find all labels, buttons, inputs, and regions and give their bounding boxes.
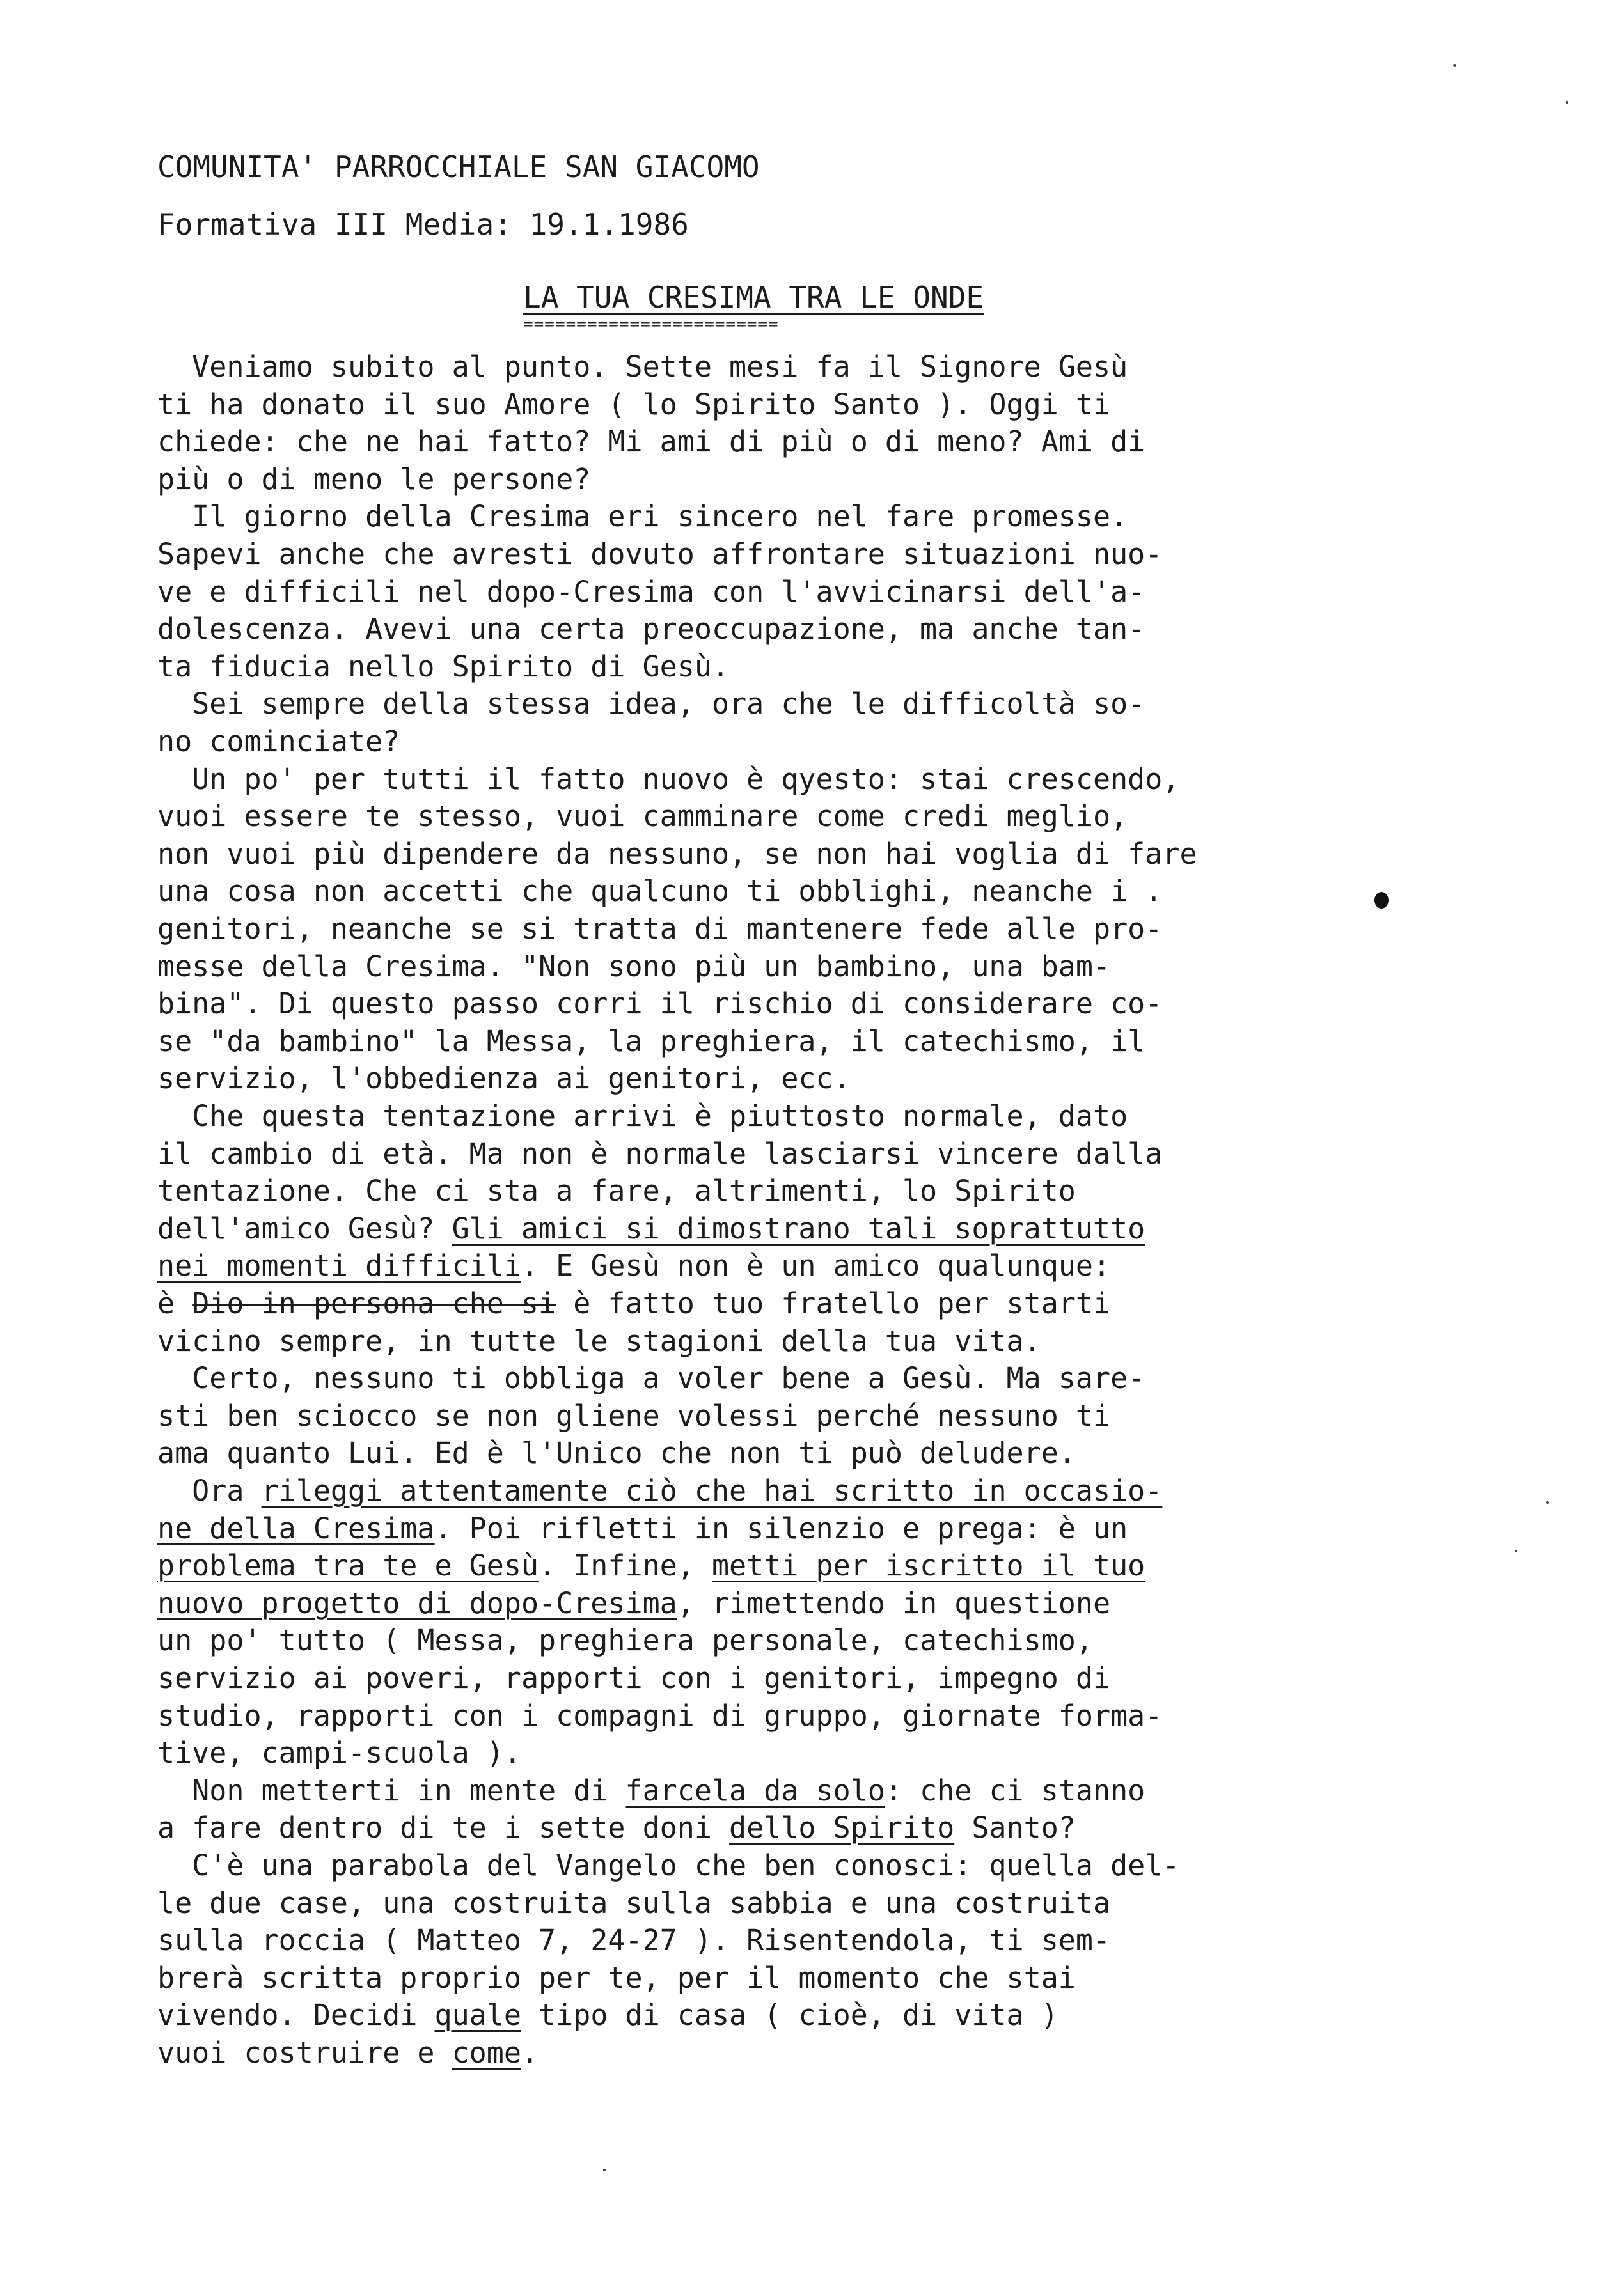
ink-dot-mark <box>1374 892 1389 909</box>
text-line <box>157 536 1162 573</box>
title-double-rule: ======================== <box>523 315 779 334</box>
text-segment: Non metterti in mente di <box>157 1774 626 1808</box>
text-line <box>157 1023 1145 1060</box>
underlined-text: Gli amici si dimostrano tali soprattutto <box>452 1212 1145 1246</box>
text-segment: , rimettendo in questione <box>677 1586 1111 1620</box>
text-line <box>157 1247 1110 1285</box>
text-segment: tive, campi-scuola ). <box>157 1736 521 1770</box>
text-segment: Ora <box>157 1474 262 1508</box>
text-segment: Certo, nessuno ti obbliga a voler bene a Gesù. Ma sare- <box>157 1361 1145 1395</box>
text-segment: Veniamo subito al punto. Sette mesi fa il Signore Gesù <box>157 350 1128 384</box>
text-segment: . E Gesù non è un amico qualunque: <box>521 1249 1111 1283</box>
text-segment: Che questa tentazione arrivi è piuttosto normale, dato <box>157 1099 1128 1133</box>
text-segment: chiede: che ne hai fatto? Mi ami di più o di meno? Ami di <box>157 425 1145 458</box>
underlined-text: metti per iscritto il tuo <box>711 1549 1145 1582</box>
text-segment: dolescenza. Avevi una certa preoccupazione, ma anche tan- <box>157 612 1145 646</box>
text-segment: è fatto tuo fratello per starti <box>556 1286 1111 1320</box>
text-line <box>157 2034 539 2072</box>
title-block <box>523 279 984 332</box>
text-segment: sulla roccia ( Matteo 7, 24-27 ). Risentendola, ti sem- <box>157 1923 1111 1957</box>
text-segment: vuoi essere te stesso, vuoi camminare come credi meglio, <box>157 799 1128 833</box>
text-line <box>157 1398 1110 1435</box>
text-segment: tentazione. Che ci sta a fare, altrimenti, lo Spirito <box>157 1174 1076 1208</box>
text-segment: le due case, una costruita sulla sabbia e una costruita <box>157 1886 1111 1920</box>
text-segment: studio, rapporti con i compagni di gruppo, giornate forma- <box>157 1699 1163 1733</box>
text-line <box>157 1435 1076 1472</box>
text-line <box>157 348 1128 386</box>
text-segment: è <box>157 1286 193 1320</box>
text-line <box>157 873 1162 910</box>
text-line <box>157 386 1110 423</box>
underlined-text: rileggi attentamente ciò che hai scritto in occasio- <box>261 1474 1163 1508</box>
underlined-text: nuovo progetto di dopo-Cresima <box>157 1586 677 1620</box>
text-segment: sti ben sciocco se non gliene volessi perché nessuno ti <box>157 1399 1111 1433</box>
text-line <box>157 1772 1145 1809</box>
text-segment: Santo? <box>954 1811 1076 1845</box>
underlined-text: dello Spirito <box>729 1811 955 1845</box>
text-segment: C'è una parabola del Vangelo che ben conosci: quella del- <box>157 1848 1180 1882</box>
text-line <box>157 1472 1162 1510</box>
underlined-text: farcela da solo <box>625 1774 885 1808</box>
text-segment: tipo di casa ( cioè, di vita ) <box>521 1998 1058 2032</box>
text-segment: genitori, neanche se si tratta di mantenere fede alle pro- <box>157 912 1163 946</box>
text-line <box>157 910 1162 948</box>
text-line <box>157 836 1197 873</box>
text-segment: servizio, l'obbedienza ai genitori, ecc. <box>157 1061 851 1095</box>
struck-text: Dio in persona che si <box>192 1286 556 1320</box>
underlined-text: nei momenti d <box>157 1249 383 1283</box>
underlined-text: ifficili <box>382 1249 521 1283</box>
text-line <box>157 985 1162 1022</box>
community-header: COMUNITA' PARROCCHIALE SAN GIACOMO <box>157 150 760 184</box>
text-segment: un po' tutto ( Messa, preghiera personale, catechismo, <box>157 1623 1093 1657</box>
text-segment: : che ci stanno <box>885 1774 1145 1808</box>
page-title: LA TUA CRESIMA TRA LE ONDE <box>523 280 984 315</box>
text-segment: dell'amico Gesù? <box>157 1212 452 1246</box>
text-line <box>157 1060 851 1097</box>
text-line <box>157 1360 1145 1397</box>
text-segment: ama quanto Lui. Ed è l'Unico che non ti può deludere. <box>157 1436 1076 1470</box>
text-line <box>157 1922 1110 1959</box>
text-segment: a fare dentro di te i sette doni <box>157 1811 730 1845</box>
text-line <box>157 498 1128 535</box>
text-line <box>157 1885 1110 1922</box>
paper-speck <box>603 2169 606 2171</box>
text-line <box>157 1323 1041 1360</box>
underlined-text: come <box>452 2036 521 2070</box>
text-segment: . Poi rifletti in silenzio e prega: è un <box>434 1511 1128 1545</box>
text-segment: se "da bambino" la Messa, la preghiera, il catechismo, il <box>157 1024 1145 1058</box>
text-segment: ta fiducia nello Spirito di Gesù. <box>157 650 730 683</box>
text-segment: non vuoi più dipendere da nessuno, se non hai voglia di fare <box>157 837 1197 871</box>
text-line <box>157 948 1110 985</box>
text-line <box>157 798 1128 835</box>
text-segment: . <box>521 2036 539 2070</box>
text-segment: ve e difficili nel dopo-Cresima con l'avvicinarsi dell'a- <box>157 575 1145 609</box>
text-line <box>157 1622 1093 1659</box>
paper-speck <box>1546 1501 1549 1504</box>
text-line <box>157 1997 1058 2034</box>
text-segment: . Infine, <box>539 1549 712 1582</box>
text-line <box>157 1510 1128 1547</box>
text-segment: ti ha donato il suo Amore ( lo Spirito Santo ). Oggi ti <box>157 387 1111 421</box>
text-line <box>157 1210 1145 1247</box>
text-line <box>157 611 1145 648</box>
text-line <box>157 1960 1076 1997</box>
text-line <box>157 1547 1145 1584</box>
text-segment: il cambio di età. Ma non è normale lasciarsi vincere dalla <box>157 1137 1163 1171</box>
text-line <box>157 461 590 498</box>
text-line <box>157 1173 1076 1210</box>
paper-speck <box>1566 101 1568 104</box>
text-segment: servizio ai poveri, rapporti con i genitori, impegno di <box>157 1661 1111 1695</box>
text-line <box>157 1585 1110 1622</box>
paper-speck <box>1515 1550 1517 1552</box>
text-segment: una cosa non accetti che qualcuno ti obblighi, neanche i . <box>157 874 1163 908</box>
text-segment: no cominciate? <box>157 724 400 758</box>
text-segment: più o di meno le persone? <box>157 462 591 496</box>
text-line <box>157 1660 1110 1697</box>
underlined-text: ne della Cresima <box>157 1511 435 1545</box>
text-segment: messe della Cresima. "Non sono più un bambino, una bam- <box>157 949 1111 983</box>
underlined-text: problema tra te e Gesù <box>157 1549 539 1582</box>
text-line <box>157 1735 521 1772</box>
text-segment: Un po' per tutti il fatto nuovo è qyesto: stai crescendo, <box>157 762 1180 796</box>
underlined-text: quale <box>434 1998 521 2032</box>
text-segment: brerà scritta proprio per te, per il momento che stai <box>157 1961 1076 1995</box>
text-line <box>157 685 1145 722</box>
text-line <box>157 1809 1076 1847</box>
session-date-header: Formativa III Media: 19.1.1986 <box>157 207 689 242</box>
text-segment: Il giorno della Cresima eri sincero nel fare promesse. <box>157 499 1128 533</box>
text-line <box>157 574 1145 611</box>
text-segment: vicino sempre, in tutte le stagioni della tua vita. <box>157 1324 1041 1358</box>
paper-speck <box>1453 64 1456 67</box>
text-line <box>157 648 729 685</box>
text-line <box>157 1136 1162 1173</box>
text-segment: Sapevi anche che avresti dovuto affrontare situazioni nuo- <box>157 537 1163 571</box>
text-segment: bina". Di questo passo corri il rischio di considerare co- <box>157 987 1163 1020</box>
text-segment: vuoi costruire e <box>157 2036 452 2070</box>
text-segment: Sei sempre della stessa idea, ora che le difficoltà so- <box>157 687 1145 721</box>
text-line <box>157 723 400 760</box>
text-line <box>157 1285 1110 1322</box>
text-line <box>157 1698 1162 1735</box>
text-line <box>157 1098 1128 1135</box>
text-line <box>157 1847 1179 1884</box>
text-segment: vivendo. Decidi <box>157 1998 435 2032</box>
text-line <box>157 423 1145 460</box>
text-line <box>157 761 1179 798</box>
